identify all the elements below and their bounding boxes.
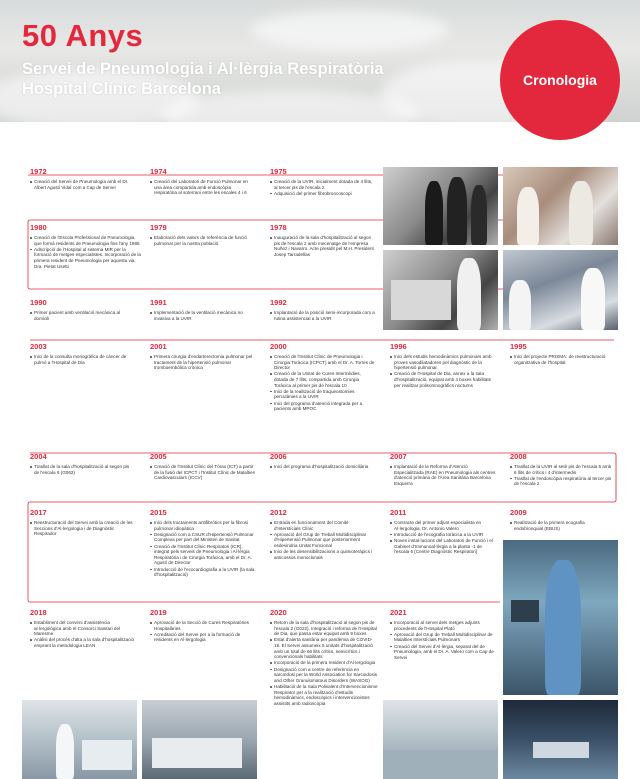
year-1996: 1996 [390, 342, 407, 351]
photo-ward [22, 700, 137, 779]
event-item: Inici del projecte PRISMA: de reestructuració organitzativa de l'hospital [510, 354, 615, 365]
event-item: Implementació de la ventilació mecànica no invasiva a la UVIR [150, 310, 255, 321]
year-2017: 2017 [30, 508, 47, 517]
events-2006 [270, 464, 375, 470]
events-1978 [270, 235, 375, 258]
event-item: Creació del Servei d'Al·lèrgia, separat del de Pneumologia, amb el Dr. A. Valero com a Cap de Servei [390, 644, 498, 661]
events-1990 [30, 310, 135, 322]
event-item: Implantació de la Reforma d'Atenció Especialitzada (RAE) en Pneumologia als centres d'atenció primària de l'Àrea Sanitària Barcelona Esquerra [390, 464, 498, 486]
events-2017 [30, 520, 135, 537]
year-1974: 1974 [150, 167, 167, 176]
year-2015: 2015 [150, 508, 167, 517]
events-1979 [150, 235, 255, 247]
historic-photo-patient [503, 250, 618, 330]
year-2009: 2009 [510, 508, 527, 517]
event-item: Noves instal·lacions del Laboratori de Funció i el Gabinet d'Immunoal·lèrgia a la planta -1 de l'escala 6 (Centre Diagnòstic Respiratori) [390, 538, 498, 555]
event-item: Trasllat de la UVIR al setè pis de l'escala 5 amb 6 llits de crítics i 4 d'intermedis [510, 464, 615, 475]
events-1996 [390, 354, 498, 389]
year-2019: 2019 [150, 608, 167, 617]
event-item: Aprovació de la Secció de Cures Respiratòries Hospitalàries [150, 620, 255, 631]
year-2005: 2005 [150, 452, 167, 461]
year-1975: 1975 [270, 167, 287, 176]
event-item: Primera cirurgia d'endarterectomia pulmonar pel tractament de la hipertensió pulmonar tromboembòlica crònica [150, 354, 255, 371]
events-2012 [270, 520, 375, 561]
events-2020 [270, 620, 378, 707]
event-item: Inici del programa d'hospitalització domiciliària [270, 464, 375, 470]
historic-photo-nurse [503, 167, 618, 245]
event-item: Introducció de l'ecografia toràcica a la UVIR [390, 532, 498, 538]
events-2018 [30, 620, 135, 649]
events-1972 [30, 179, 130, 191]
event-item: Trasllat de l'endoscòpia respiratòria al tercer pis de l'escala 2 [510, 476, 615, 487]
event-item: Primer pacient amb ventilació mecànica al domicili [30, 310, 135, 321]
event-item: Creació de l'Institut Clínic Respiratori (ICR), integrat pels serveis de Pneumologia i Al·lèrgia Respiratòria i de Cirurgia Toràcica, amb el Dr. A. Agustí de Director [150, 544, 258, 566]
event-item: Incorporació de la primera resident d'Al·lergologia [270, 660, 378, 666]
year-1991: 1991 [150, 298, 167, 307]
event-item: Entrada en funcionament del Comitè d'Interstícials Clínic [270, 520, 375, 531]
event-item: Creació de l'Escola Professional de Pneumologia, que formà residents de Pneumologia fins l'any 1985 [30, 235, 142, 246]
event-item: Adquisició del primer fibrobroncoscopi [270, 191, 375, 197]
event-item: Creació del Servei de Pneumologia amb el Dr. Albert Agustí Vidal com a Cap de Servei [30, 179, 130, 190]
event-item: Incorporació al servei dels metges adjunts procedents de l'Hospital Plató [390, 620, 498, 631]
event-item: Realització de la primera ecografia endobronquial (EBUS) [510, 520, 615, 531]
historic-photo-doctors [383, 167, 498, 245]
events-2007 [390, 464, 498, 487]
year-1972: 1972 [30, 167, 47, 176]
event-item: Creació de la UVIR, inicialment dotada de 4 llits, al tercer pis de l'escala 2 [270, 179, 375, 190]
event-item: Reestructuració del Servei amb la creació de les Seccions d'Al·lergologia i de Diagnòstic Respirador [30, 520, 135, 537]
year-2012: 2012 [270, 508, 287, 517]
events-2009 [510, 520, 615, 532]
event-item: Elaboració dels valors de referència de funció pulmonar per la nostra població [150, 235, 255, 246]
events-1974 [150, 179, 255, 196]
year-2018: 2018 [30, 608, 47, 617]
events-2000 [270, 354, 375, 412]
year-2007: 2007 [390, 452, 407, 461]
events-2021 [390, 620, 498, 661]
events-2001 [150, 354, 255, 371]
event-item: Inici de la consulta monogràfica de càncer de pulmó a l'Hospital de Dia [30, 354, 135, 365]
event-item: Trasllat de la sala d'hospitalització al segon pis de l'escala 6 (G062) [30, 464, 135, 475]
events-2019 [150, 620, 255, 644]
year-1979: 1979 [150, 223, 167, 232]
events-1980 [30, 235, 142, 270]
photo-day-hospital [383, 700, 498, 779]
year-2008: 2008 [510, 452, 527, 461]
event-item: Designació com a centre de referència en sarcoïdosi per la World Association for Sarcoidosis and Other Granulomatous Disorders (WASOG) [270, 667, 378, 684]
event-item: Inauguració de la sala d'hospitalització al segon pis de l'escala 2 amb mecenatge de l'empresa Nuñez i Navarro. Acte presidit pel M.H. President Josep Tarradellas [270, 235, 375, 257]
event-item: Contracte del primer adjunt especialista en Al·lergologia, Dr. Antonio Valero [390, 520, 498, 531]
cronologia-badge-label: Cronologia [523, 72, 597, 88]
page-subtitle-line1: Servei de Pneumologia i Al·lèrgia Respiratòria [22, 60, 384, 78]
event-item: Creació del Laboratori de Funció Pulmonar en una àrea compartida amb endoscòpia respiratòria al soterrani entre les escales 4 i 6 [150, 179, 255, 196]
event-item: Aprovació del Grup de Treball Multidisciplinar de Malalties Interstícials Pulmonars [390, 632, 498, 643]
event-item: Implantació de la posició semi-incorporada com a rutina assistencial a la UVIR [270, 310, 375, 321]
year-1995: 1995 [510, 342, 527, 351]
year-2021: 2021 [390, 608, 407, 617]
photo-surgeon [503, 540, 618, 695]
photo-hospital-room [142, 700, 257, 779]
event-item: Inici del programa d'atenció integrada per a pacients amb MPOC [270, 401, 375, 412]
photo-intervention-room [503, 700, 618, 779]
year-1980: 1980 [30, 223, 47, 232]
year-2011: 2011 [390, 508, 407, 517]
events-2011 [390, 520, 498, 555]
event-item: Estat d'alerta sanitària per pandèmia de COVID-19. El Servei assumeix 5 unitats d'hospitalització amb un total de 66 llits crítics, semicrítics i convencionals habilitats [270, 637, 378, 659]
event-item: Retorn de la sala d'hospitalització al segon pis de l'escala 2 (G022). Integració i reforma de l'Hospital de Dia, que passa estar equipat amb 9 boxes [270, 620, 378, 637]
events-2004 [30, 464, 135, 476]
events-1995 [510, 354, 615, 366]
event-item: Inici de la realització de traqueostomies percutànies a la UVIR [270, 389, 375, 400]
year-2006: 2006 [270, 452, 287, 461]
year-1990: 1990 [30, 298, 47, 307]
events-2003 [30, 354, 135, 366]
event-item: Anàlisi del procés d'alta a la sala d'hospitalització emprant la metodologia LEAN [30, 637, 135, 648]
historic-photo-lab [383, 250, 498, 330]
events-1975 [270, 179, 375, 197]
event-item: Establiment del conveni d'assistència al·lergològica amb el Consorci Sanitari del Maresme [30, 620, 135, 637]
year-2020: 2020 [270, 608, 287, 617]
event-item: Designació com a CSUR d'Hipertensió Pulmonar Complexa per part del Ministeri de Sanitat [150, 532, 258, 543]
year-1992: 1992 [270, 298, 287, 307]
event-item: Habilitació de la Sala Polivalent d'Intervencionisme Respirator per a la realització d'estudis hemodinàmics, endoscòpics i intervencionistes assistits amb radioscòpia [270, 684, 378, 706]
page-title: 50 Anys [22, 18, 144, 53]
year-2004: 2004 [30, 452, 47, 461]
cronologia-badge [500, 20, 620, 140]
event-item: Creació de l'Institut Clínic de Pneumologia i Cirurgia Toràcica (ICPCT) amb el Dr. A. Torres de Director [270, 354, 375, 371]
year-2001: 2001 [150, 342, 167, 351]
event-item: Adscripció de l'Hospital al sistema MIR per la formació de metges especialistes. Incorporació de la primera resident de Pneumologia per aquesta via, Dra. Pietat Usetti [30, 247, 142, 269]
year-2000: 2000 [270, 342, 287, 351]
events-2015 [150, 520, 258, 578]
event-item: Inici dels tractaments antifibròtics per la fibrosi pulmonar idiopàtica [150, 520, 258, 531]
events-2005 [150, 464, 255, 481]
event-item: Aprovació del Grup de Treball Multidisciplinar d'Hipertensió Pulmonar que posteriorment esdevindria Unitat Funcional [270, 532, 375, 549]
event-item: Creació de l'Hospital de Dia, annex a la sala d'hospitalització, equipat amb 4 boxes habilitats per realitzar polisomnogràfics nocturns [390, 371, 498, 388]
event-item: Creació de l'Institut Clínic del Tòrax (ICT) a partir de la fusió del ICPCT i l'Institut Clínic de Malalties Cardiovasculars (ICCV) [150, 464, 255, 481]
event-item: Creació de la Unitat de Cures Intermèdies, dotada de 7 llits, compartida amb Cirurgia Toràcica al primer pis de l'escala 10 [270, 371, 375, 388]
events-2008 [510, 464, 615, 488]
event-item: Introducció de l'ecocardiografia a la UVIR (la sala d'hospitalització) [150, 567, 258, 578]
page-subtitle-line2: Hospital Clínic Barcelona [22, 80, 221, 98]
event-item: Acreditació del Servei per a la formació de residents en Al·lergologia [150, 632, 255, 643]
events-1992 [270, 310, 375, 322]
events-1991 [150, 310, 255, 322]
event-item: Inici dels estudis hemodinàmics pulmonars amb proves vasodilatadores pel diagnòstic de la hipertensió pulmonar [390, 354, 498, 371]
event-item: Inici de les desensibilitzacions a quimioteràpics i anticossos monoclonals [270, 549, 375, 560]
year-2003: 2003 [30, 342, 47, 351]
year-1978: 1978 [270, 223, 287, 232]
